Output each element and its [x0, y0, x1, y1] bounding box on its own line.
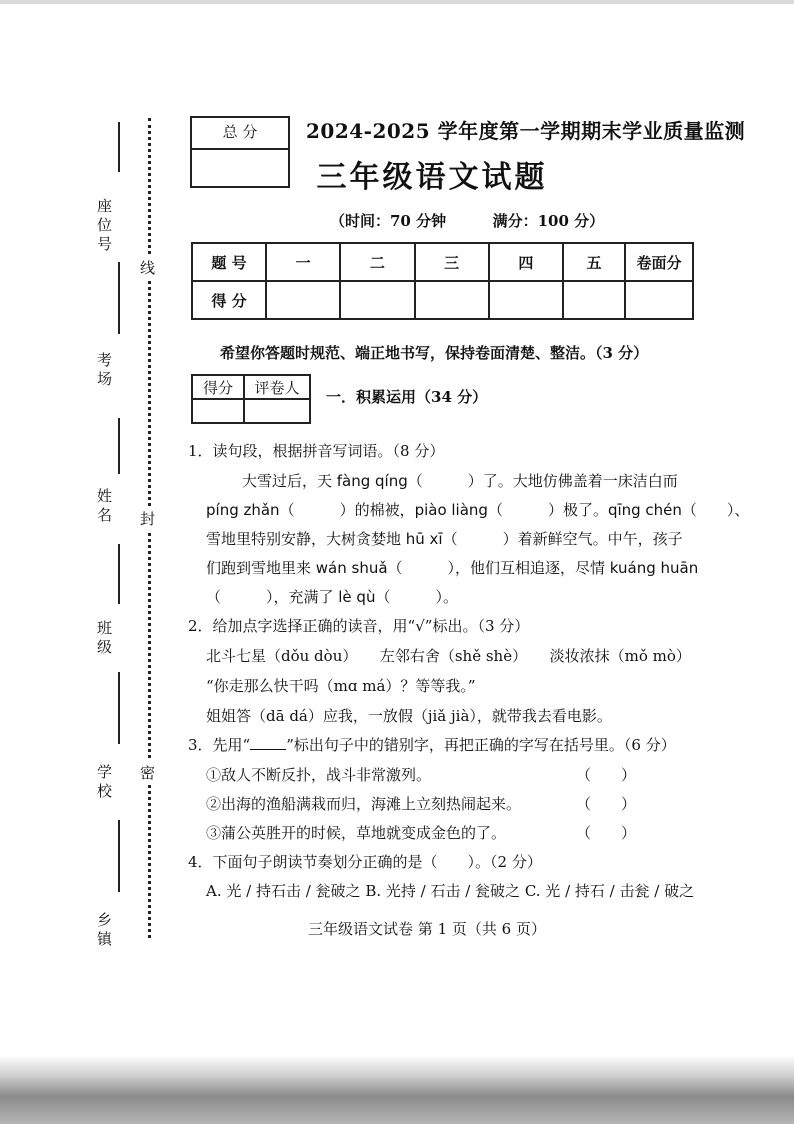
score-row-label: 得 分 [192, 281, 266, 319]
question-3-sentence: ①敌人不断反扑，战斗非常激列。 [206, 766, 432, 784]
question-3-stem-part: ”标出句子中的错别字，再把正确的字写在括号里。（6 分） [286, 736, 676, 754]
time-limit: （时间：70 分钟 [330, 212, 447, 230]
page-footer: 三年级语文试卷 第 1 页（共 6 页） [308, 920, 546, 938]
writing-notice: 希望你答题时规范、端正地书写，保持卷面清楚、整洁。（3 分） [220, 344, 649, 362]
full-score: 满分：100 分） [492, 212, 605, 230]
answer-paren[interactable]: （ ） [576, 766, 637, 784]
town-field[interactable] [118, 820, 120, 892]
seal-char-seal: 封 [140, 506, 155, 531]
page-top-edge [0, 0, 794, 4]
seat-number-label: 座位号 [95, 198, 113, 255]
score-table-header-cell: 五 [563, 243, 625, 281]
score-table-header-cell: 四 [489, 243, 563, 281]
score-cell[interactable] [625, 281, 693, 319]
question-1-stem: 1．读句段，根据拼音写词语。（8 分） [188, 442, 445, 460]
question-1-line: píng zhǎn（ ）的棉被，piào liàng（ ）极了。qīng chén（ ）、 [206, 501, 750, 519]
grader-name-label: 评卷人 [244, 375, 310, 399]
school-field[interactable] [118, 672, 120, 744]
question-1-line: 大雪过后，天 fàng qíng（ ）了。大地仿佛盖着一床洁白而 [242, 472, 678, 490]
question-1-line: （ ），充满了 lè qù（ ）。 [206, 588, 458, 606]
exam-room-label: 考场 [95, 352, 113, 390]
section-title: 一．积累运用（34 分） [326, 388, 488, 406]
score-table-header-cell: 卷面分 [625, 243, 693, 281]
score-table-header-cell: 一 [266, 243, 340, 281]
time-info [330, 210, 604, 231]
question-4-options: A. 光 / 持石击 / 瓮破之 B. 光持 / 石击 / 瓮破之 C. 光 / 持石 / 击瓮 / 破之 [206, 882, 695, 900]
name-label: 姓名 [95, 488, 113, 526]
question-2-line: 北斗七星（dǒu dòu） 左邻右舍（shě shè） 淡妆浓抹（mǒ mò） [206, 647, 691, 665]
score-table-header-cell: 题 号 [192, 243, 266, 281]
page-title: 三年级语文试题 [316, 160, 548, 195]
score-cell[interactable] [266, 281, 340, 319]
grader-score-label: 得分 [192, 375, 244, 399]
question-2-line: 姐姐答（dā dá）应我，一放假（jiǎ jià），就带我去看电影。 [206, 707, 612, 725]
grader-box [191, 374, 311, 424]
school-label: 学校 [95, 764, 113, 802]
score-table-header-cell: 三 [415, 243, 489, 281]
class-field[interactable] [118, 544, 120, 604]
score-table-header-row [192, 243, 693, 281]
question-3-stem [188, 735, 676, 755]
scan-shadow [0, 1055, 794, 1124]
score-cell[interactable] [563, 281, 625, 319]
question-1-line: 们跑到雪地里来 wán shuǎ（ ），他们互相追逐，尽情 kuáng huān [206, 559, 699, 577]
score-cell[interactable] [340, 281, 414, 319]
score-table [191, 242, 694, 320]
score-cell[interactable] [415, 281, 489, 319]
grader-name-cell[interactable] [244, 399, 310, 423]
question-2-stem: 2．给加点字选择正确的读音，用“√”标出。（3 分） [188, 617, 530, 635]
answer-paren[interactable]: （ ） [576, 795, 637, 813]
seal-char-line: 线 [140, 255, 155, 280]
name-field[interactable] [118, 418, 120, 474]
town-label: 乡镇 [95, 912, 113, 950]
question-3-sentence: ②出海的渔船满栽而归，海滩上立刻热闹起来。 [206, 795, 522, 813]
score-table-score-row [192, 281, 693, 319]
answer-paren[interactable]: （ ） [576, 824, 637, 842]
question-4-stem: 4．下面句子朗读节奏划分正确的是（ ）。（2 分） [188, 853, 542, 871]
seal-char-secret: 密 [140, 760, 155, 785]
question-3-stem-part: 3．先用“ [188, 736, 251, 754]
total-score-label: 总 分 [192, 118, 288, 150]
exam-name: 2024-2025 学年度第一学期期末学业质量监测 [306, 119, 746, 143]
question-1-line: 雪地里特别安静，大树贪婪地 hū xī（ ）着新鲜空气。中午，孩子 [206, 530, 683, 548]
question-3-sentence: ③蒲公英胜开的时候，草地就变成金色的了。 [206, 824, 507, 842]
score-cell[interactable] [489, 281, 563, 319]
grader-score-cell[interactable] [192, 399, 244, 423]
score-table-header-cell: 二 [340, 243, 414, 281]
class-label: 班级 [95, 620, 113, 658]
underline-mark [250, 749, 286, 750]
question-2-line: “你走那么快干吗（mɑ má）？等等我。” [206, 677, 476, 695]
exam-room-field[interactable] [118, 262, 120, 334]
